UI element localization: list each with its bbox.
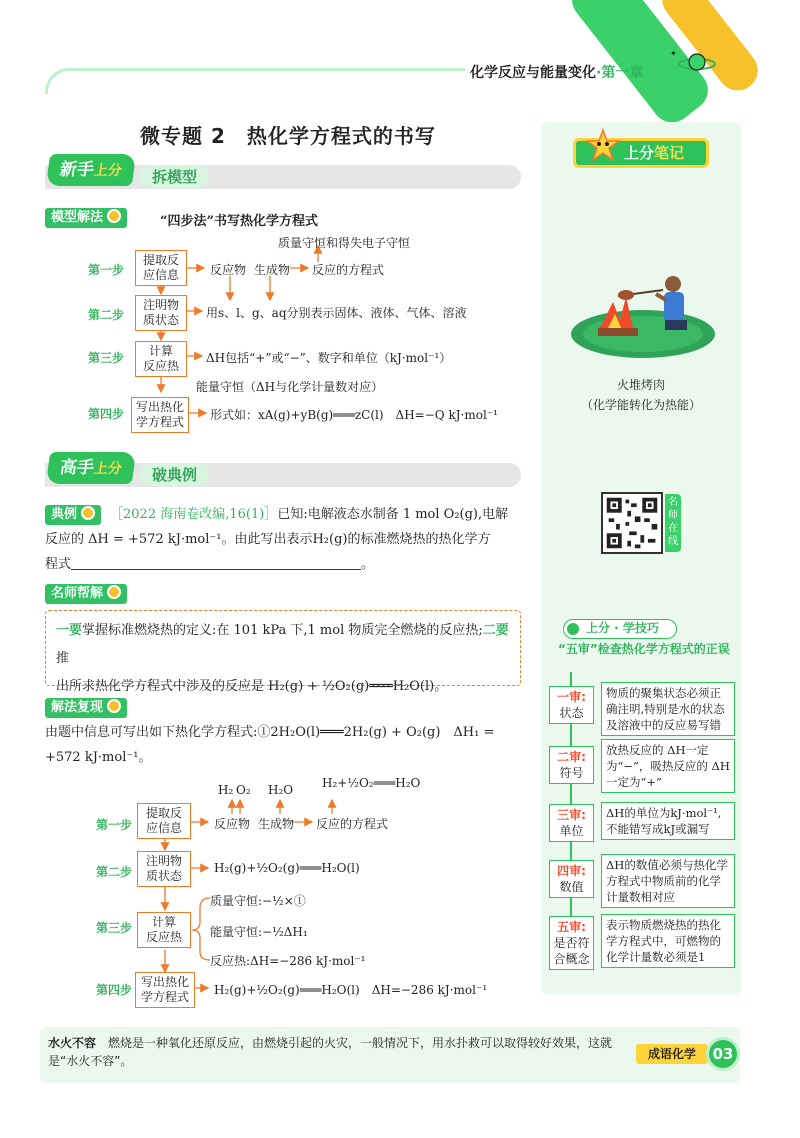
solution-step-2: 第二步 bbox=[96, 865, 133, 879]
label-teacher-help: 名师帮解 bbox=[45, 584, 127, 604]
example-line-3: 程式 。 bbox=[45, 557, 375, 572]
model-step-3: 第三步 bbox=[88, 351, 125, 365]
solution-product: 生成物 bbox=[258, 817, 295, 831]
label-solution: 解法复现 bbox=[45, 698, 127, 718]
page-title: 微专题 2 热化学方程式的书写 bbox=[140, 124, 436, 148]
label-model-method: 模型解法 bbox=[45, 208, 127, 228]
solution-box-extract: 提取反 应信息 bbox=[137, 803, 191, 839]
solution-reactant: 反应物 bbox=[214, 817, 251, 831]
review-label-5: 五审: 是否符合概念 bbox=[549, 916, 594, 970]
example-line-1: ［2022 海南卷改编,16(1)］已知:电解液态水制备 1 mol O₂(g),电解 bbox=[110, 507, 509, 522]
example-source: ［2022 海南卷改编,16(1)］ bbox=[110, 507, 278, 522]
model-box-write: 写出热化 学方程式 bbox=[131, 397, 189, 433]
model-equation: 反应的方程式 bbox=[312, 263, 385, 277]
section-tag: 拆模型 bbox=[140, 165, 209, 188]
model-step-4: 第四步 bbox=[88, 407, 125, 421]
example-line-2: 反应的 ΔH = +572 kJ·mol⁻¹。由此写出表示H₂(g)的标准燃烧热的热化学方 bbox=[45, 532, 491, 547]
solution-step-1: 第一步 bbox=[96, 818, 133, 832]
running-header: 化学反应与能量变化·第一章 bbox=[470, 65, 644, 81]
model-energy-text: 能量守恒（ΔH与化学计量数对应） bbox=[196, 380, 384, 394]
solution-item-o2: O₂ bbox=[236, 783, 251, 797]
teacher-help-box: 一要掌握标准燃烧热的定义:在 101 kPa 下,1 mol 物质完全燃烧的反应热;二要推 出所求热化学方程式中涉及的反应是 H₂(g) + ½O₂(g)═══H₂O(l)。 bbox=[45, 610, 521, 686]
model-box-state: 注明物 质状态 bbox=[135, 295, 187, 331]
tip-title: “五审”检查热化学方程式的正误 bbox=[558, 642, 730, 656]
review-text-5: 表示物质燃烧热的热化学方程式中，可燃物的化学计量数必须是1 bbox=[601, 914, 735, 968]
illustration-subcaption: （化学能转化为热能） bbox=[580, 398, 701, 412]
solution-step-4: 第四步 bbox=[96, 983, 133, 997]
solution-box-calc: 计算 反应热 bbox=[137, 912, 191, 948]
solution-step-3: 第三步 bbox=[96, 921, 133, 935]
model-step-2: 第二步 bbox=[88, 308, 125, 322]
solution-mass: 质量守恒:−½×① bbox=[210, 894, 306, 908]
model-step-1: 第一步 bbox=[88, 263, 125, 277]
review-text-4: ΔH的数值必须与热化学方程式中物质前的化学计量数相对应 bbox=[601, 854, 735, 908]
solution-box-state: 注明物 质状态 bbox=[137, 851, 191, 887]
footer-tag: 成语化学 bbox=[636, 1044, 708, 1064]
note-header: 上分笔记 bbox=[573, 138, 709, 168]
header-section: 化学反应与能量变化 bbox=[470, 65, 596, 81]
solution-final-eq: H₂(g)+½O₂(g)═══H₂O(l) ΔH=−286 kJ·mol⁻¹ bbox=[214, 983, 488, 997]
header-chapter: 第一章 bbox=[601, 65, 644, 81]
footer-idiom: 水火不容 bbox=[48, 1036, 97, 1050]
solution-item-h2o: H₂O bbox=[268, 783, 294, 797]
review-label-3: 三审: 单位 bbox=[549, 804, 594, 842]
model-form-text: 形式如：xA(g)+yB(g)═══zC(l) ΔH=−Q kJ·mol⁻¹ bbox=[210, 408, 498, 422]
review-text-2: 放热反应的 ΔH一定为“−”，吸热反应的 ΔH一定为“+” bbox=[601, 739, 735, 793]
section-badge-novice: 新手上分 bbox=[46, 154, 136, 186]
solution-energy: 能量守恒:−½ΔH₁ bbox=[210, 925, 308, 939]
footer-text: 水火不容 燃烧是一种氧化还原反应，由燃烧引起的火灾，一般情况下，用水扑救可以取得较好效果，这就是“水火不容”。 bbox=[48, 1036, 613, 1068]
label-example: 典例 bbox=[45, 505, 101, 525]
solution-line-1: 由题中信息可写出如下热化学方程式:①2H₂O(l)═══2H₂(g) + O₂(g) ΔH₁ = bbox=[45, 725, 495, 740]
page-number: 03 bbox=[706, 1037, 740, 1071]
review-label-4: 四审: 数值 bbox=[549, 860, 594, 898]
solution-line-2: +572 kJ·mol⁻¹。 bbox=[45, 750, 152, 765]
review-text-3: ΔH的单位为kJ·mol⁻¹,不能错写成kJ或漏写 bbox=[601, 802, 735, 840]
model-top-note: 质量守恒和得失电子守恒 bbox=[278, 236, 411, 250]
solution-state-eq: H₂(g)+½O₂(g)═══H₂O(l) bbox=[214, 861, 360, 875]
solution-equation: 反应的方程式 bbox=[316, 817, 389, 831]
solution-top-equation: H₂+½O₂═══H₂O bbox=[322, 776, 421, 790]
section-tag: 破典例 bbox=[140, 463, 209, 486]
model-box-extract: 提取反 应信息 bbox=[135, 250, 187, 286]
solution-heat: 反应热:ΔH=−286 kJ·mol⁻¹ bbox=[210, 954, 366, 968]
model-box-calc: 计算 反应热 bbox=[135, 341, 187, 377]
svg-text:✦: ✦ bbox=[670, 49, 677, 58]
model-reactant: 反应物 bbox=[210, 263, 247, 277]
model-dh-text: ΔH包括“+”或“−”、数字和单位（kJ·mol⁻¹） bbox=[206, 351, 452, 365]
model-heading: “四步法”书写热化学方程式 bbox=[160, 214, 318, 229]
solution-item-h2: H₂ bbox=[218, 783, 234, 797]
qr-side-label: 名师在线 bbox=[665, 494, 681, 552]
review-text-1: 物质的聚集状态必须正确注明,特别是水的状态及溶液中的反应易写错 bbox=[601, 682, 735, 736]
section-badge-expert: 高手上分 bbox=[46, 452, 136, 484]
review-label-2: 二审: 符号 bbox=[549, 746, 594, 784]
solution-box-write: 写出热化 学方程式 bbox=[135, 972, 195, 1008]
tip-pill: 上分 · 学技巧 bbox=[563, 619, 677, 639]
review-label-1: 一审: 状态 bbox=[549, 686, 594, 724]
model-state-text: 用s、l、g、aq分别表示固体、液体、气体、溶液 bbox=[206, 306, 467, 320]
model-product: 生成物 bbox=[254, 263, 291, 277]
illustration-caption: 火堆烤肉 bbox=[616, 378, 665, 392]
